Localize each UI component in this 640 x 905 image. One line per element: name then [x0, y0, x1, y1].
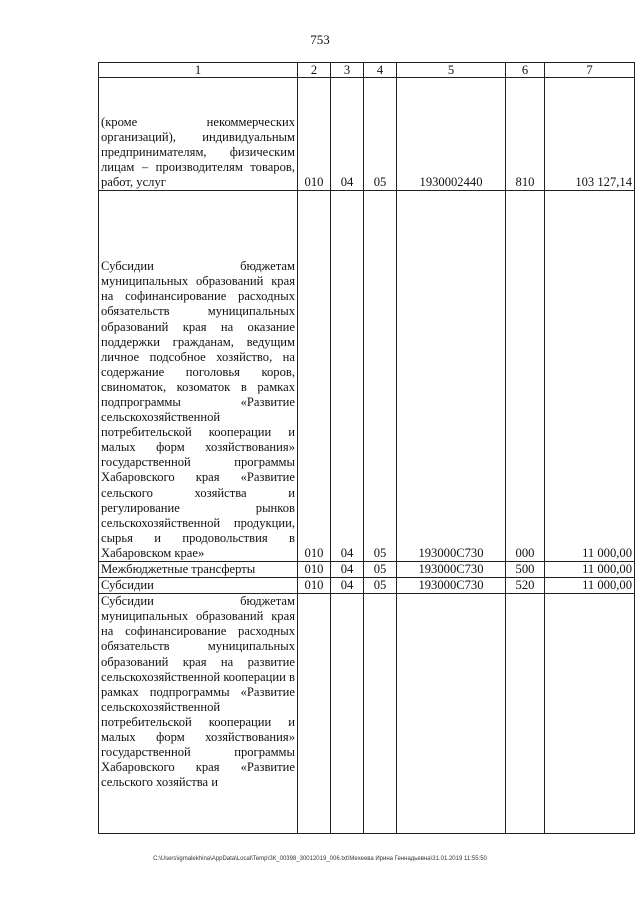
file-path-footer: C:\Users\igmalekhina\AppData\Local\Temp\ЗК_00398_30012019_006.txt\Мехеева Ирина Геннадьевна\31.01.2019 11:55:50 — [153, 856, 487, 862]
column-header: 3 — [331, 63, 364, 78]
column-header: 7 — [545, 63, 635, 78]
cell-target-article: 193000С730 — [397, 578, 506, 594]
row-name: Межбюджетные трансферты — [99, 562, 298, 578]
table-header-row — [99, 63, 635, 78]
cell-expense-type: 500 — [506, 562, 545, 578]
cell-subsection: 04 — [331, 562, 364, 578]
column-header: 1 — [99, 63, 298, 78]
table-row — [99, 594, 635, 834]
table-row — [99, 78, 635, 191]
row-name: (кроме некоммерческих организаций), индивидуальным предпринимателям, физическим лицам – производителям товаров, работ, услуг — [99, 78, 298, 191]
page-number: 753 — [310, 32, 330, 47]
column-header: 4 — [364, 63, 397, 78]
cell-expense-type: 810 — [506, 78, 545, 191]
table-row — [99, 578, 635, 594]
table-row — [99, 191, 635, 562]
cell-expense-type — [506, 594, 545, 834]
cell-amount — [545, 594, 635, 834]
cell-code: 05 — [364, 191, 397, 562]
cell-subsection — [331, 594, 364, 834]
cell-subsection: 04 — [331, 191, 364, 562]
budget-table — [98, 62, 635, 834]
cell-section — [298, 594, 331, 834]
column-header: 2 — [298, 63, 331, 78]
cell-target-article — [397, 594, 506, 834]
cell-code: 05 — [364, 78, 397, 191]
column-header: 5 — [397, 63, 506, 78]
cell-section: 010 — [298, 78, 331, 191]
cell-amount: 103 127,14 — [545, 78, 635, 191]
cell-subsection: 04 — [331, 578, 364, 594]
cell-section: 010 — [298, 578, 331, 594]
cell-expense-type: 520 — [506, 578, 545, 594]
column-header: 6 — [506, 63, 545, 78]
cell-amount: 11 000,00 — [545, 578, 635, 594]
cell-code: 05 — [364, 562, 397, 578]
cell-subsection: 04 — [331, 78, 364, 191]
cell-amount: 11 000,00 — [545, 562, 635, 578]
row-name: Субсидии бюджетам муниципальных образований края на софинансирование расходных обязательств муниципальных образований края на развитие сельскохозяйственной кооперации в рамках подпрограммы «Развитие сельскохозяйственной потребительской кооперации и малых форм хозяйствования» государственной программы Хабаровского края «Развитие сельского хозяйства и — [99, 594, 298, 834]
cell-code — [364, 594, 397, 834]
cell-section: 010 — [298, 562, 331, 578]
cell-target-article: 193000С730 — [397, 191, 506, 562]
cell-target-article: 1930002440 — [397, 78, 506, 191]
cell-expense-type: 000 — [506, 191, 545, 562]
table-row — [99, 562, 635, 578]
row-name: Субсидии бюджетам муниципальных образований края на софинансирование расходных обязательств муниципальных образований края на оказание поддержки гражданам, ведущим личное подсобное хозяйство, на содержание поголовья коров, свиноматок, козоматок в рамках подпрограммы «Развитие сельскохозяйственной потребительской кооперации и малых форм хозяйствования» государственной программы Хабаровского края «Развитие сельского хозяйства и регулирование рынков сельскохозяйственной продукции, сырья и продовольствия в Хабаровском крае» — [99, 191, 298, 562]
cell-code: 05 — [364, 578, 397, 594]
cell-section: 010 — [298, 191, 331, 562]
row-name: Субсидии — [99, 578, 298, 594]
cell-amount: 11 000,00 — [545, 191, 635, 562]
cell-target-article: 193000С730 — [397, 562, 506, 578]
